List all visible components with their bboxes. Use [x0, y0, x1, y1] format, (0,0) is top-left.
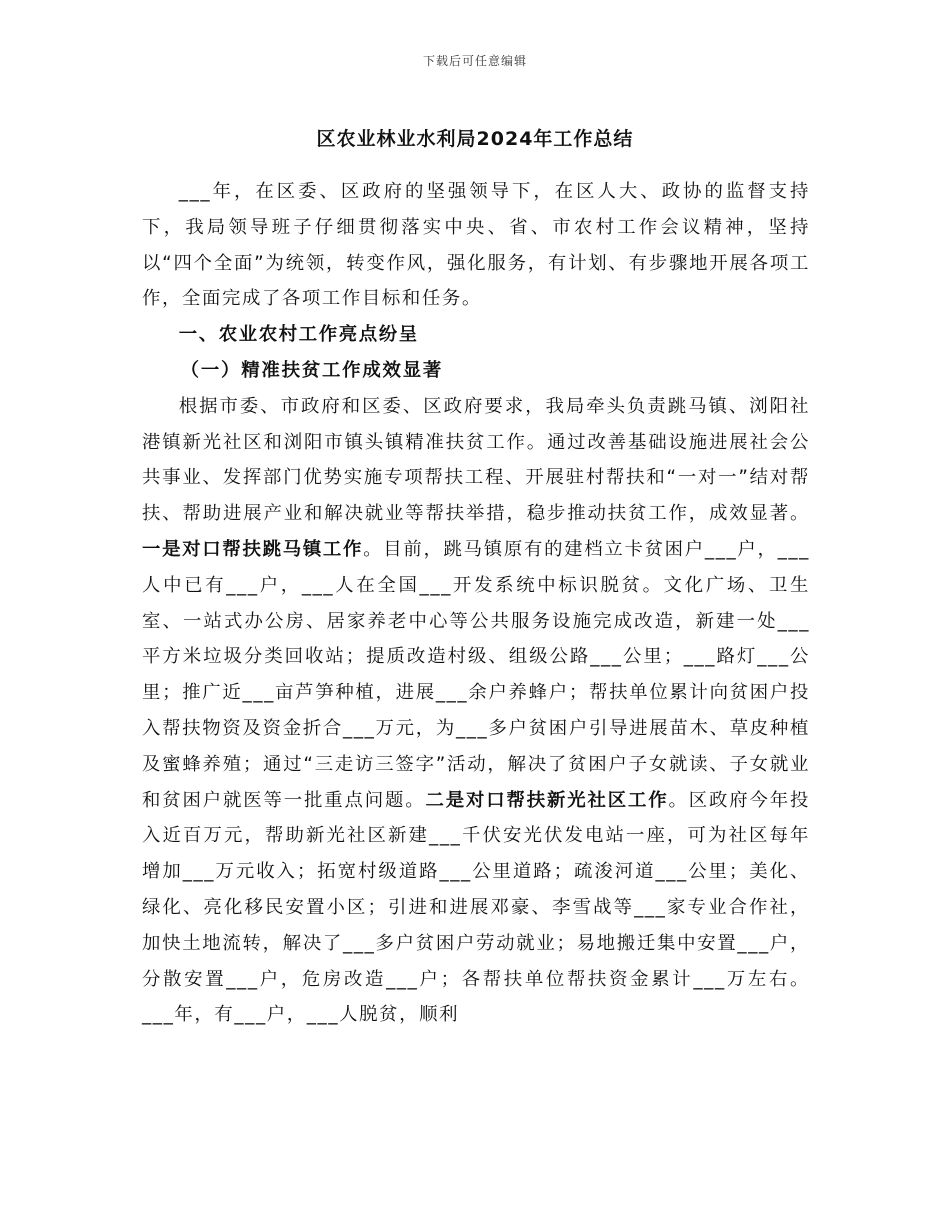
paragraph-text: 根据市委、市政府和区委、区政府要求，我局牵头负责跳马镇、浏阳社港镇新光社区和浏阳市镇头镇精准扶贫工作。通过改善基础设施进展社会公共事业、发挥部门优势实施专项帮扶工程、开展驻村帮扶和“一对一”结对帮扶、帮助进展产业和解决就业等帮扶举措，稳步推动扶贫工作，成效显著。 [142, 395, 810, 525]
poverty-alleviation-paragraph [142, 389, 810, 1033]
bold-point-2: 二是对口帮扶新光社区工作 [425, 789, 669, 811]
paragraph-text: 。目前，跳马镇原有的建档立卡贫困户___户，___人中已有___户，___人在全国___开发系统中标识脱贫。文化广场、卫生室、一站式办公房、居家养老中心等公共服务设施完成改造，新建一处___平方米垃圾分类回收站；提质改造村级、组级公路___公里；___路灯___公里；推广近___亩芦笋种植，进展___余户养蜂户；帮扶单位累计向贫困户投入帮扶物资及资金折合___万元，为___多户贫困户引导进展苗木、草皮种植及蜜蜂养殖；通过“三走访三签字”活动，解决了贫困户子女就读、子女就业和贫困户就医等一批重点问题。 [142, 538, 810, 811]
page-header-note: 下载后可任意编辑 [422, 54, 527, 68]
paragraph-text: 。区政府今年投入近百万元，帮助新光社区新建___千伏安光伏发电站一座，可为社区每年增加___万元收入；拓宽村级道路___公里道路；疏浚河道___公里；美化、绿化、亮化移民安置小区；引进和进展邓豪、李雪战等___家专业合作社，加快土地流转，解决了___多户贫困户劳动就业；易地搬迁集中安置___户，分散安置___户，危房改造___户；各帮扶单位帮扶资金累计___万左右。___年，有___户，___人脱贫，顺利 [142, 789, 810, 1026]
section-heading: 一、农业农村工作亮点纷呈 [178, 324, 419, 346]
subsection-heading: （一）精准扶贫工作成效显著 [180, 359, 444, 381]
document-title: 区农业林业水利局2024年工作总结 [316, 128, 634, 150]
document-body [142, 174, 810, 1033]
intro-paragraph: ___年，在区委、区政府的坚强领导下，在区人大、政协的监督支持下，我局领导班子仔细贯彻落实中央、省、市农村工作会议精神，坚持以“四个全面”为统领，转变作风，强化服务，有计划、有步骤地开展各项工作，全面完成了各项工作目标和任务。 [142, 181, 810, 310]
bold-point-1: 一是对口帮扶跳马镇工作 [142, 538, 364, 560]
